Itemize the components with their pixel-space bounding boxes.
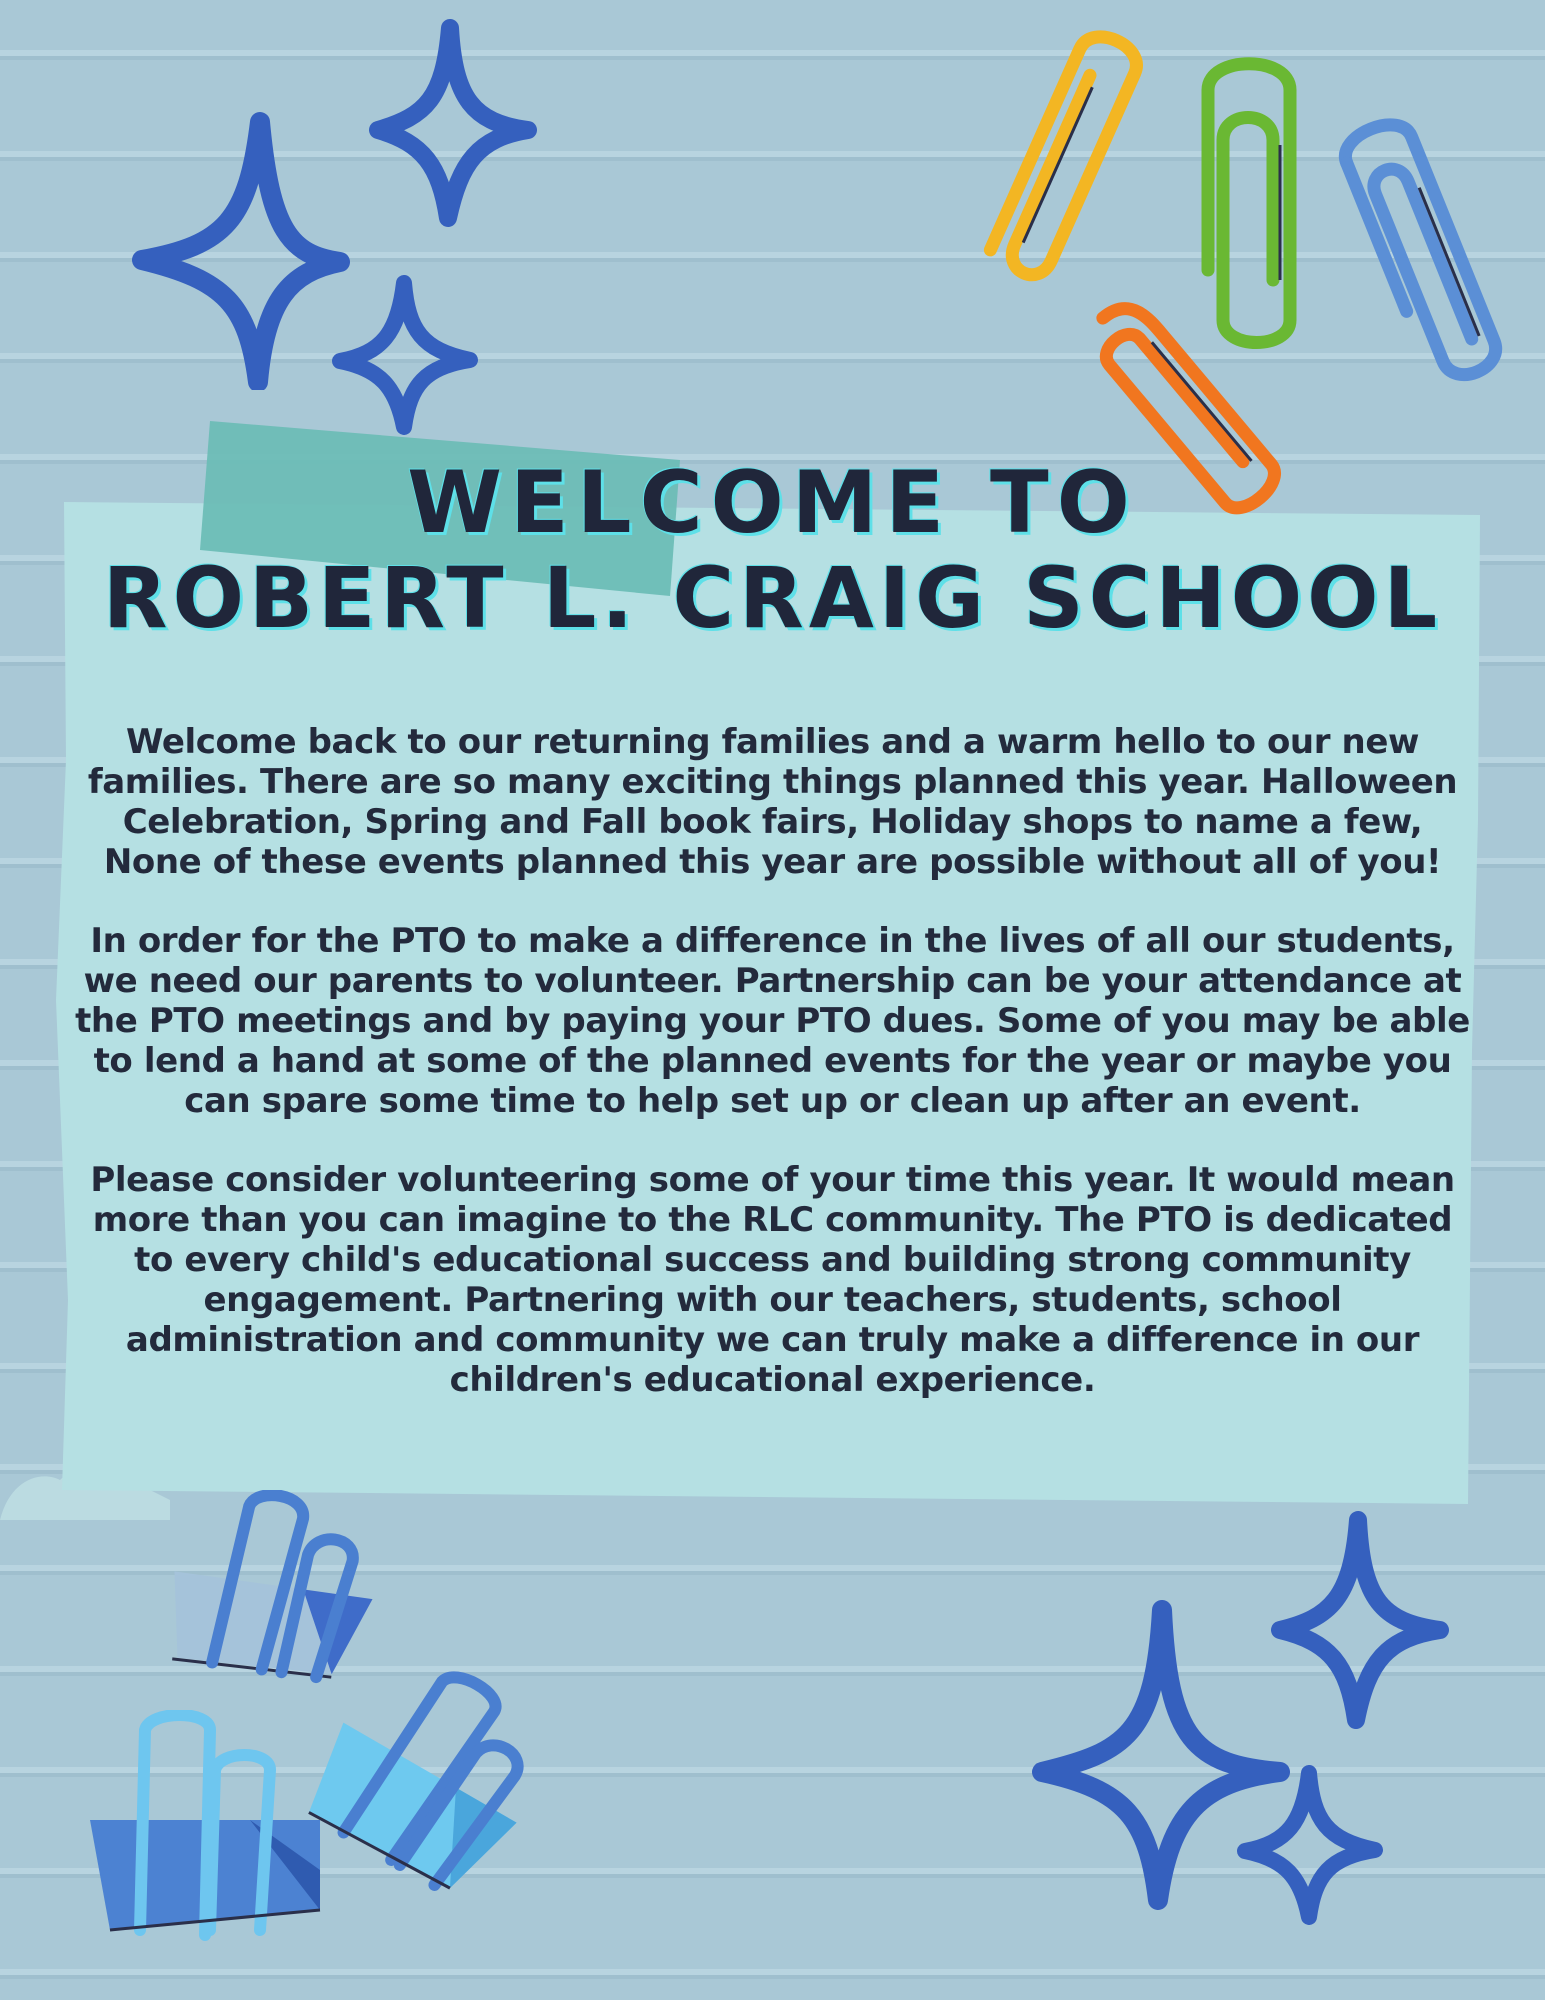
paragraph-community: Please consider volunteering some of your time this year. It would mean more than you can imagine to the RLC community. The PTO is dedicated to every child's educational success and building strong community engagement. Partnering with our teachers, students, school administration and community we can truly make a difference in our children's educational experience. bbox=[90, 1160, 1455, 1400]
paragraph-welcome: Welcome back to our returning families and a warm hello to our new families. There are so many exciting things planned this year. Halloween Celebration, Spring and Fall book fairs, Holiday shops to name a few, None of these events planned this year are possible without all of you! bbox=[87, 722, 1458, 882]
page-title-line-2: ROBERT L. CRAIG SCHOOL bbox=[102, 549, 1443, 647]
sparkle-icon bbox=[330, 275, 480, 435]
sparkle-icon bbox=[1235, 1765, 1385, 1925]
sparkle-icon bbox=[130, 110, 350, 390]
page-title-line-1: WELCOME TO bbox=[407, 453, 1138, 553]
paperclip-icon bbox=[1325, 100, 1525, 400]
binder-clip-icon bbox=[280, 1660, 560, 1920]
paperclip-icon bbox=[960, 10, 1160, 300]
sparkle-icon bbox=[368, 18, 538, 228]
sparkle-icon bbox=[1270, 1510, 1450, 1730]
welcome-letter-body bbox=[75, 722, 1470, 1439]
paragraph-volunteer-request: In order for the PTO to make a difference in the lives of all our students, we need our parents to volunteer. Partnership can be your attendance at the PTO meetings and by paying your PTO dues. Some of you may be able to lend a hand at some of the planned events for the year or maybe you can spare some time to help set up or clean up after an event. bbox=[75, 921, 1470, 1121]
